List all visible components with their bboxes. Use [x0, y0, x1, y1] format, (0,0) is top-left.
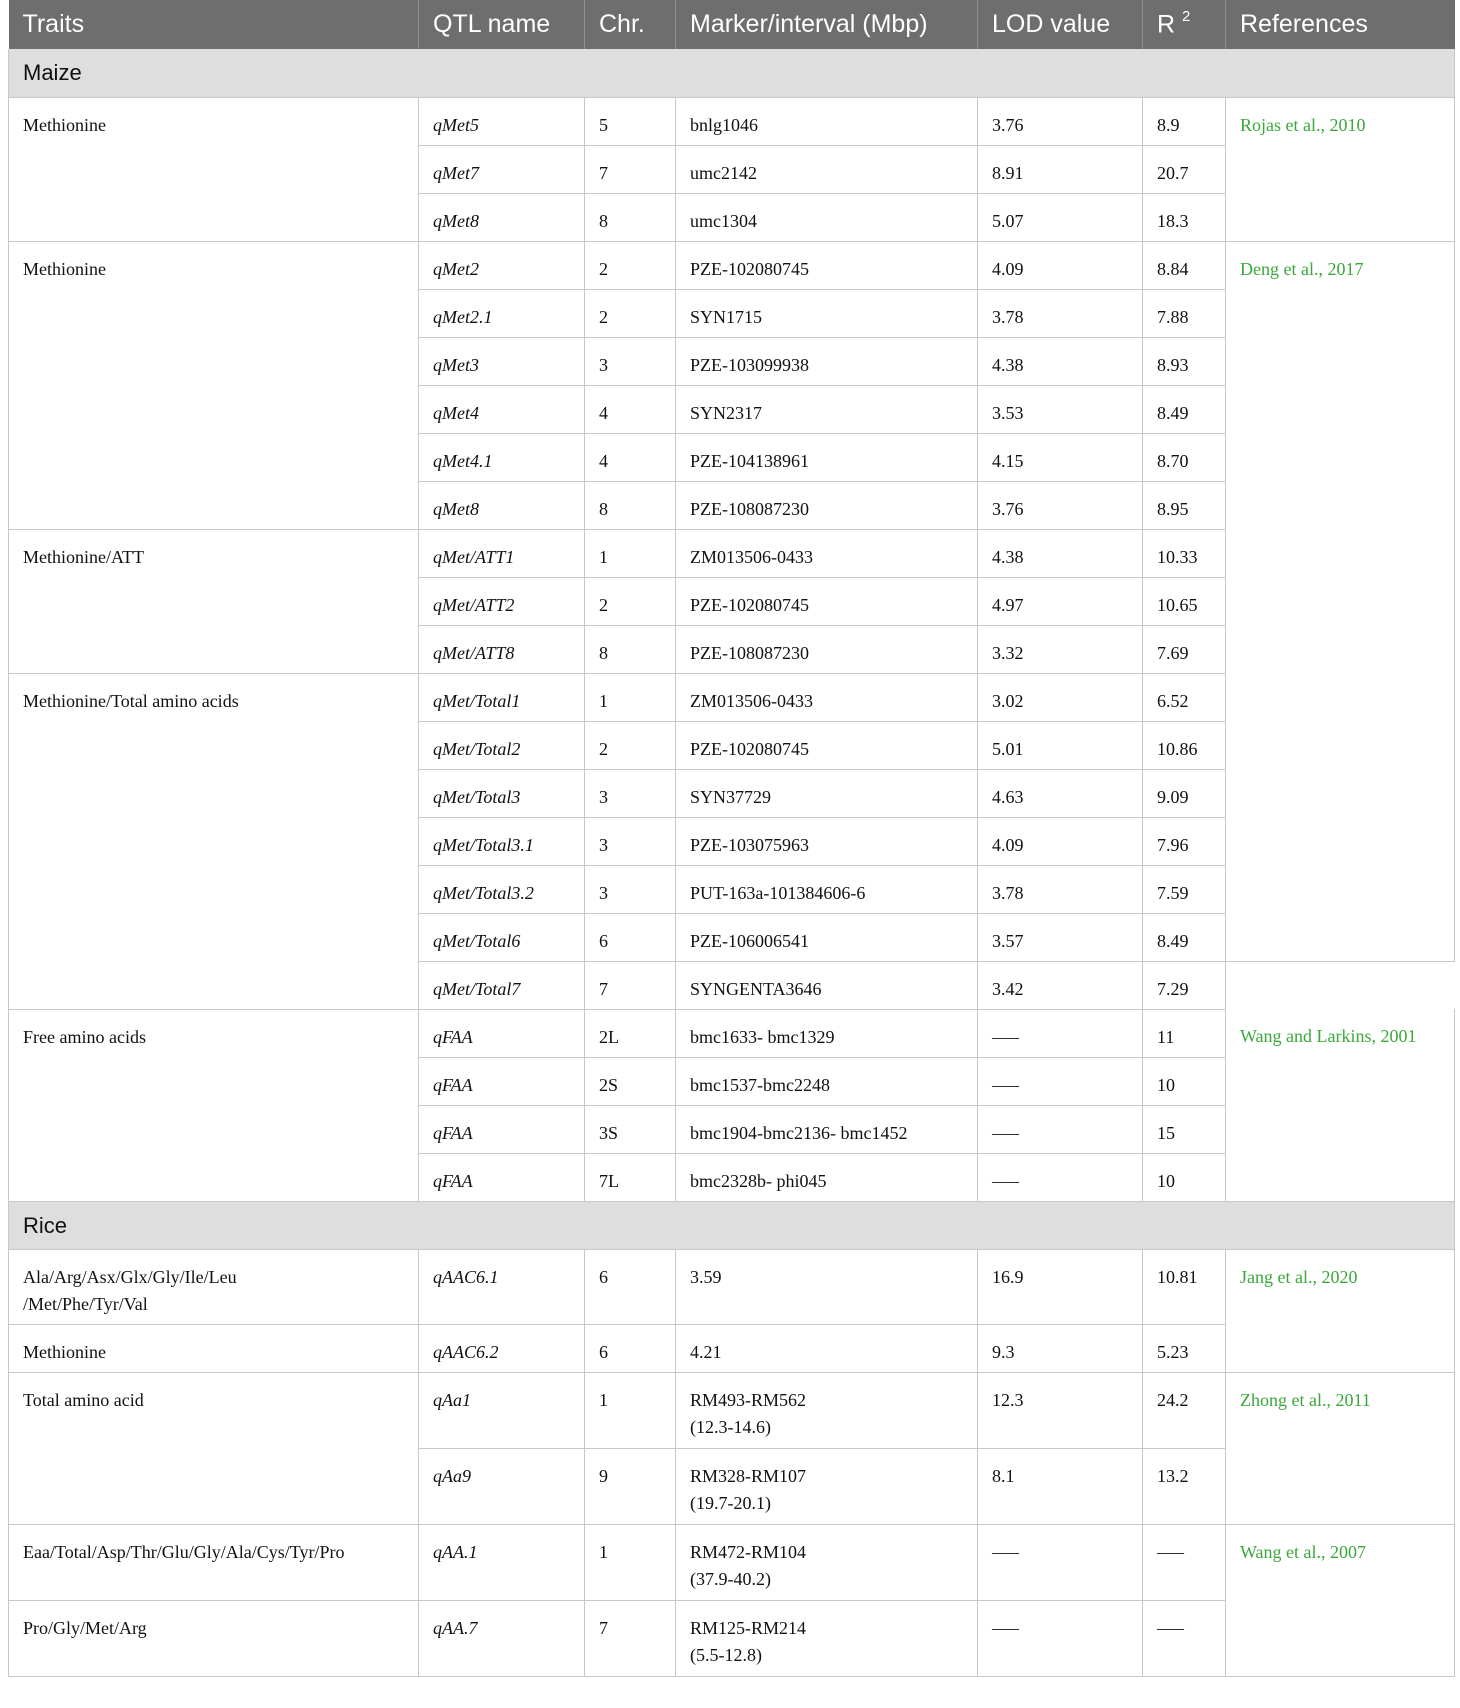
header-row: [9, 0, 1455, 49]
trait-cell: Methionine: [9, 241, 419, 529]
lod-cell: 3.76: [978, 97, 1143, 145]
lod-cell: 3.42: [978, 961, 1143, 1009]
table-row: [9, 1524, 1455, 1600]
qtl-cell: qFAA: [419, 1057, 585, 1105]
r2-cell: 7.88: [1143, 289, 1226, 337]
lod-cell: 3.02: [978, 673, 1143, 721]
r2-cell: —–: [1143, 1524, 1226, 1600]
header-r2-label: R: [1157, 10, 1176, 39]
qtl-cell: qAA.7: [419, 1600, 585, 1676]
r2-cell: 8.70: [1143, 433, 1226, 481]
section-row: [9, 1201, 1455, 1249]
marker-line: RM472-RM104: [690, 1541, 807, 1562]
r2-cell: 10: [1143, 1057, 1226, 1105]
r2-cell: 13.2: [1143, 1448, 1226, 1524]
marker-cell: [676, 1448, 978, 1524]
marker-cell: bnlg1046: [676, 97, 978, 145]
r2-cell: 10.86: [1143, 721, 1226, 769]
marker-interval: (5.5-12.8): [690, 1644, 762, 1665]
chr-cell: 7: [585, 145, 676, 193]
qtl-cell: qAAC6.2: [419, 1324, 585, 1372]
lod-cell: 8.91: [978, 145, 1143, 193]
qtl-cell: qMet/Total3: [419, 769, 585, 817]
chr-cell: 6: [585, 1324, 676, 1372]
section-rice: Rice: [9, 1201, 1455, 1249]
r2-cell: 7.69: [1143, 625, 1226, 673]
lod-cell: 4.38: [978, 529, 1143, 577]
table-row: [9, 1372, 1455, 1448]
qtl-cell: qMet/Total6: [419, 913, 585, 961]
chr-cell: 4: [585, 385, 676, 433]
r2-cell: —–: [1143, 1600, 1226, 1676]
qtl-cell: qAAC6.1: [419, 1249, 585, 1324]
lod-cell: —–: [978, 1105, 1143, 1153]
qtl-table: [8, 0, 1455, 1677]
header-r2-superscript: 2: [1182, 7, 1191, 25]
marker-line: RM125-RM214: [690, 1617, 807, 1638]
lod-cell: 9.3: [978, 1324, 1143, 1372]
r2-cell: 10: [1143, 1153, 1226, 1201]
lod-cell: —–: [978, 1153, 1143, 1201]
r2-cell: 7.96: [1143, 817, 1226, 865]
lod-cell: 3.32: [978, 625, 1143, 673]
chr-cell: 5: [585, 97, 676, 145]
trait-line: /Met/Phe/Tyr/Val: [23, 1293, 148, 1314]
marker-cell: [676, 1600, 978, 1676]
chr-cell: 2: [585, 289, 676, 337]
qtl-cell: qMet/ATT1: [419, 529, 585, 577]
marker-cell: SYN2317: [676, 385, 978, 433]
r2-cell: 11: [1143, 1009, 1226, 1057]
qtl-cell: qMet/ATT2: [419, 577, 585, 625]
qtl-cell: qAa1: [419, 1372, 585, 1448]
qtl-cell: qFAA: [419, 1009, 585, 1057]
trait-cell: Eaa/Total/Asp/Thr/Glu/Gly/Ala/Cys/Tyr/Pro: [9, 1524, 419, 1600]
chr-cell: 7L: [585, 1153, 676, 1201]
trait-cell: [9, 1249, 419, 1324]
qtl-cell: qMet5: [419, 97, 585, 145]
marker-cell: PZE-103075963: [676, 817, 978, 865]
header-chr: Chr.: [585, 0, 676, 49]
marker-cell: PZE-108087230: [676, 481, 978, 529]
qtl-cell: qAa9: [419, 1448, 585, 1524]
qtl-cell: qFAA: [419, 1153, 585, 1201]
r2-cell: 10.65: [1143, 577, 1226, 625]
marker-cell: [676, 1372, 978, 1448]
lod-cell: 4.38: [978, 337, 1143, 385]
qtl-cell: qMet2.1: [419, 289, 585, 337]
qtl-cell: qMet/Total3.1: [419, 817, 585, 865]
chr-cell: 6: [585, 913, 676, 961]
marker-interval: (19.7-20.1): [690, 1492, 771, 1513]
marker-cell: PUT-163a-101384606-6: [676, 865, 978, 913]
reference-link[interactable]: Wang and Larkins, 2001: [1226, 1009, 1455, 1201]
r2-cell: 8.95: [1143, 481, 1226, 529]
header-marker: Marker/interval (Mbp): [676, 0, 978, 49]
r2-cell: 9.09: [1143, 769, 1226, 817]
qtl-cell: qMet3: [419, 337, 585, 385]
reference-link[interactable]: Deng et al., 2017: [1226, 241, 1455, 961]
marker-cell: bmc1537-bmc2248: [676, 1057, 978, 1105]
r2-cell: 8.93: [1143, 337, 1226, 385]
marker-cell: PZE-102080745: [676, 577, 978, 625]
r2-cell: 8.49: [1143, 385, 1226, 433]
lod-cell: 4.09: [978, 817, 1143, 865]
lod-cell: 3.57: [978, 913, 1143, 961]
r2-cell: 6.52: [1143, 673, 1226, 721]
trait-cell: Methionine: [9, 97, 419, 241]
chr-cell: 9: [585, 1448, 676, 1524]
qtl-cell: qMet/Total1: [419, 673, 585, 721]
lod-cell: 4.97: [978, 577, 1143, 625]
lod-cell: —–: [978, 1524, 1143, 1600]
lod-cell: 12.3: [978, 1372, 1143, 1448]
marker-line: RM493-RM562: [690, 1389, 807, 1410]
marker-cell: umc2142: [676, 145, 978, 193]
chr-cell: 2L: [585, 1009, 676, 1057]
qtl-cell: qMet7: [419, 145, 585, 193]
marker-cell: bmc1904-bmc2136- bmc1452: [676, 1105, 978, 1153]
qtl-cell: qMet/Total7: [419, 961, 585, 1009]
marker-cell: bmc2328b- phi045: [676, 1153, 978, 1201]
chr-cell: 3: [585, 817, 676, 865]
r2-cell: 8.49: [1143, 913, 1226, 961]
r2-cell: 10.33: [1143, 529, 1226, 577]
marker-cell: ZM013506-0433: [676, 529, 978, 577]
table-row: [9, 97, 1455, 145]
reference-link[interactable]: Zhong et al., 2011: [1226, 1372, 1455, 1524]
chr-cell: 3S: [585, 1105, 676, 1153]
qtl-cell: qMet/ATT8: [419, 625, 585, 673]
header-references: References: [1226, 0, 1455, 49]
section-row: [9, 49, 1455, 97]
chr-cell: 7: [585, 961, 676, 1009]
qtl-cell: qFAA: [419, 1105, 585, 1153]
marker-cell: umc1304: [676, 193, 978, 241]
r2-cell: 24.2: [1143, 1372, 1226, 1448]
marker-cell: PZE-106006541: [676, 913, 978, 961]
header-r2: [1143, 0, 1226, 49]
marker-cell: 4.21: [676, 1324, 978, 1372]
r2-cell: 7.29: [1143, 961, 1226, 1009]
qtl-table-container: [8, 0, 1455, 1677]
marker-cell: SYN1715: [676, 289, 978, 337]
marker-cell: PZE-104138961: [676, 433, 978, 481]
header-lod: LOD value: [978, 0, 1143, 49]
marker-cell: PZE-108087230: [676, 625, 978, 673]
reference-link[interactable]: Wang et al., 2007: [1226, 1524, 1455, 1676]
lod-cell: —–: [978, 1057, 1143, 1105]
r2-cell: 18.3: [1143, 193, 1226, 241]
lod-cell: 4.09: [978, 241, 1143, 289]
marker-cell: PZE-102080745: [676, 241, 978, 289]
header-traits: Traits: [9, 0, 419, 49]
lod-cell: 3.76: [978, 481, 1143, 529]
marker-cell: PZE-103099938: [676, 337, 978, 385]
chr-cell: 8: [585, 625, 676, 673]
marker-line: RM328-RM107: [690, 1465, 807, 1486]
qtl-cell: qMet8: [419, 193, 585, 241]
chr-cell: 4: [585, 433, 676, 481]
lod-cell: 4.15: [978, 433, 1143, 481]
r2-cell: 7.59: [1143, 865, 1226, 913]
qtl-cell: qMet4.1: [419, 433, 585, 481]
lod-cell: 3.53: [978, 385, 1143, 433]
reference-link[interactable]: Jang et al., 2020: [1226, 1249, 1455, 1372]
chr-cell: 1: [585, 1372, 676, 1448]
lod-cell: 5.01: [978, 721, 1143, 769]
r2-cell: 20.7: [1143, 145, 1226, 193]
lod-cell: 4.63: [978, 769, 1143, 817]
marker-interval: (37.9-40.2): [690, 1568, 771, 1589]
chr-cell: 8: [585, 481, 676, 529]
table-row: [9, 1249, 1455, 1324]
chr-cell: 6: [585, 1249, 676, 1324]
trait-line: Ala/Arg/Asx/Glx/Gly/Ile/Leu: [23, 1266, 237, 1287]
chr-cell: 2: [585, 577, 676, 625]
qtl-cell: qMet/Total3.2: [419, 865, 585, 913]
marker-interval: (12.3-14.6): [690, 1416, 771, 1437]
chr-cell: 2: [585, 241, 676, 289]
r2-cell: 5.23: [1143, 1324, 1226, 1372]
chr-cell: 1: [585, 529, 676, 577]
header-qtl-name: QTL name: [419, 0, 585, 49]
chr-cell: 3: [585, 337, 676, 385]
qtl-cell: qMet8: [419, 481, 585, 529]
lod-cell: —–: [978, 1600, 1143, 1676]
trait-cell: Methionine/Total amino acids: [9, 673, 419, 1009]
chr-cell: 2S: [585, 1057, 676, 1105]
trait-cell: Free amino acids: [9, 1009, 419, 1201]
marker-cell: bmc1633- bmc1329: [676, 1009, 978, 1057]
section-maize: Maize: [9, 49, 1455, 97]
table-row: [9, 1009, 1455, 1057]
lod-cell: 8.1: [978, 1448, 1143, 1524]
trait-cell: Methionine/ATT: [9, 529, 419, 673]
lod-cell: 3.78: [978, 865, 1143, 913]
chr-cell: 3: [585, 769, 676, 817]
chr-cell: 8: [585, 193, 676, 241]
table-row: [9, 241, 1455, 289]
lod-cell: 3.78: [978, 289, 1143, 337]
r2-cell: 8.84: [1143, 241, 1226, 289]
chr-cell: 7: [585, 1600, 676, 1676]
qtl-cell: qMet4: [419, 385, 585, 433]
lod-cell: 5.07: [978, 193, 1143, 241]
chr-cell: 2: [585, 721, 676, 769]
trait-cell: Methionine: [9, 1324, 419, 1372]
trait-cell: Pro/Gly/Met/Arg: [9, 1600, 419, 1676]
chr-cell: 3: [585, 865, 676, 913]
qtl-cell: qMet2: [419, 241, 585, 289]
marker-cell: ZM013506-0433: [676, 673, 978, 721]
lod-cell: 16.9: [978, 1249, 1143, 1324]
chr-cell: 1: [585, 673, 676, 721]
marker-cell: PZE-102080745: [676, 721, 978, 769]
qtl-cell: qMet/Total2: [419, 721, 585, 769]
marker-cell: 3.59: [676, 1249, 978, 1324]
marker-cell: SYNGENTA3646: [676, 961, 978, 1009]
qtl-cell: qAA.1: [419, 1524, 585, 1600]
r2-cell: 10.81: [1143, 1249, 1226, 1324]
marker-cell: [676, 1524, 978, 1600]
trait-cell: Total amino acid: [9, 1372, 419, 1524]
lod-cell: —–: [978, 1009, 1143, 1057]
reference-link[interactable]: Rojas et al., 2010: [1226, 97, 1455, 241]
marker-cell: SYN37729: [676, 769, 978, 817]
r2-cell: 8.9: [1143, 97, 1226, 145]
chr-cell: 1: [585, 1524, 676, 1600]
r2-cell: 15: [1143, 1105, 1226, 1153]
